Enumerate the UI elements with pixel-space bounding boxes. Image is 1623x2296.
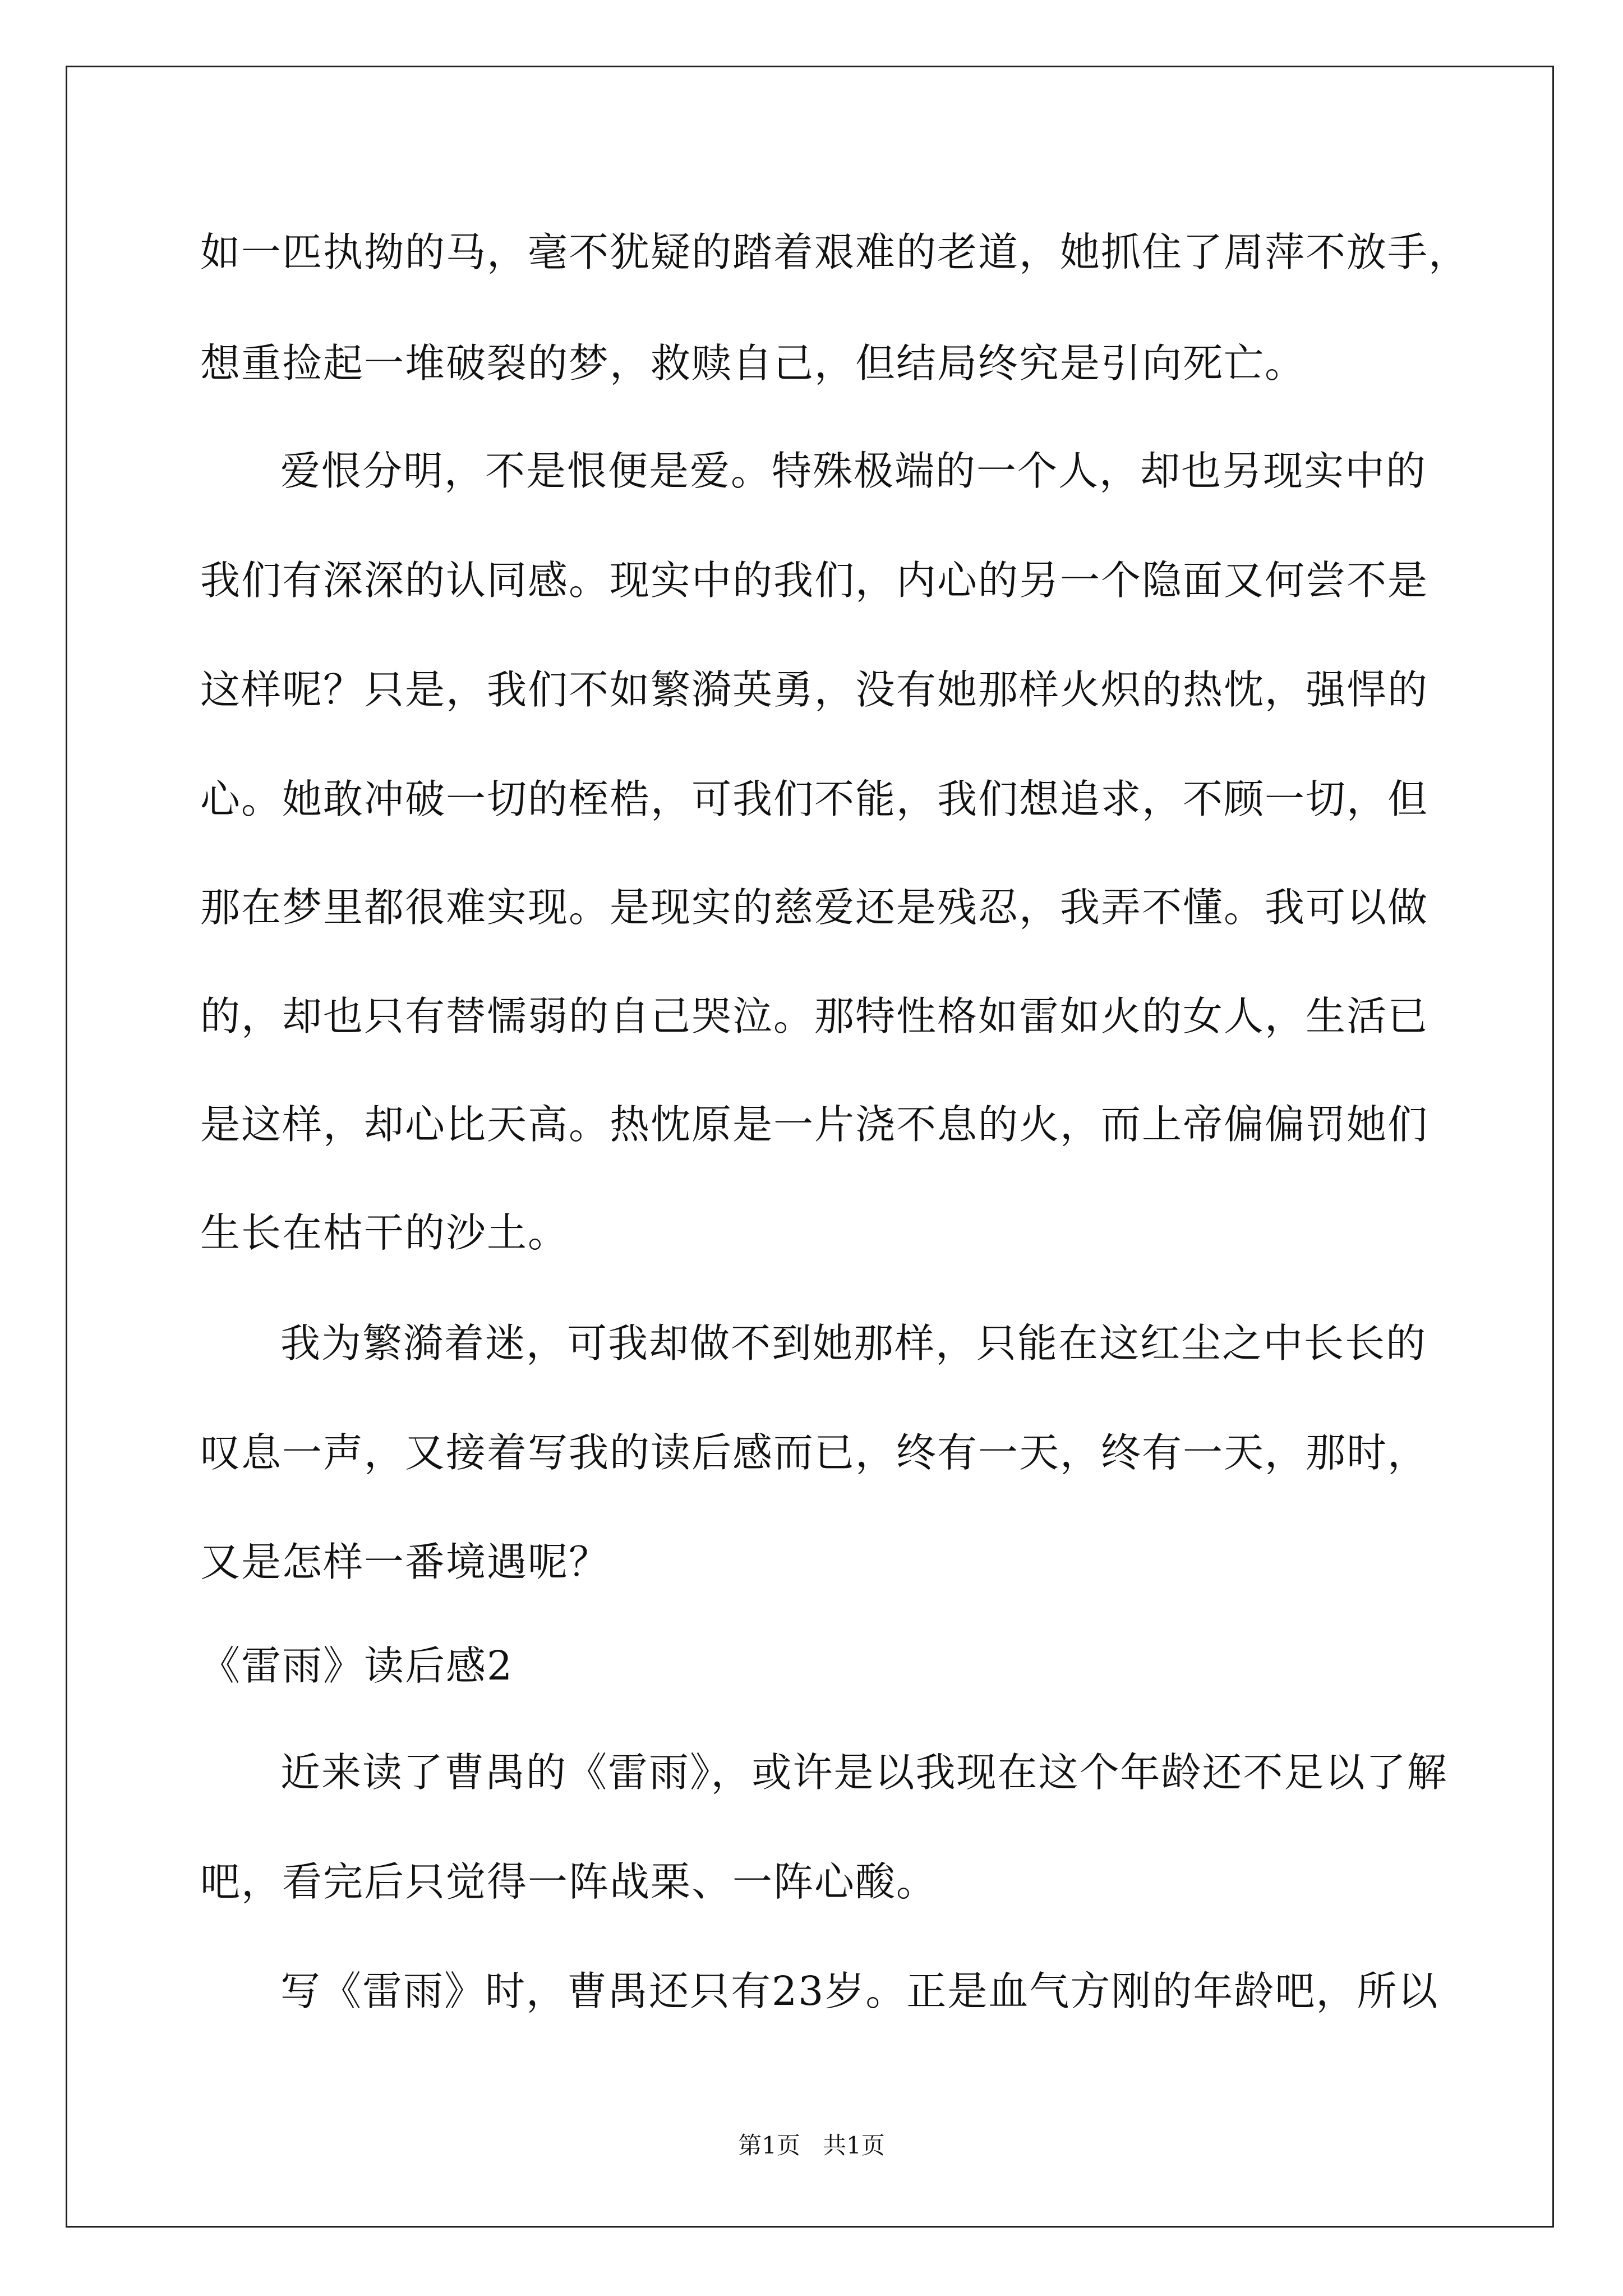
paragraph-2-line-3: 这样呢？只是，我们不如繁漪英勇，没有她那样火炽的热忱，强悍的 [200, 666, 1429, 713]
page-number-footer: 第1页 共1页 [738, 2132, 885, 2159]
paragraph-2-line-6: 的，却也只有替懦弱的自己哭泣。那特性格如雷如火的女人，生活已 [200, 993, 1429, 1039]
paragraph-3-line-3: 又是怎样一番境遇呢？ [200, 1539, 610, 1585]
paragraph-3-line-1: 我为繁漪着迷，可我却做不到她那样，只能在这红尘之中长长的 [280, 1320, 1427, 1366]
paragraph-1-line-1: 如一匹执拗的马，毫不犹疑的踏着艰难的老道，她抓住了周萍不放手， [200, 229, 1470, 275]
paragraph-5-line-1: 写《雷雨》时，曹禺还只有23岁。正是血气方刚的年龄吧，所以 [280, 1968, 1439, 2014]
paragraph-2-line-2: 我们有深深的认同感。现实中的我们，内心的另一个隐面又何尝不是 [200, 557, 1429, 604]
paragraph-2-line-7: 是这样，却心比天高。热忱原是一片浇不息的火，而上帝偏偏罚她们 [200, 1101, 1429, 1148]
paragraph-4-line-2: 吧，看完后只觉得一阵战栗、一阵心酸。 [200, 1858, 938, 1905]
section-heading: 《雷雨》读后感2 [200, 1642, 514, 1689]
paragraph-3-line-2: 叹息一声，又接着写我的读后感而已，终有一天，终有一天，那时， [200, 1429, 1429, 1476]
paragraph-2-line-4: 心。她敢冲破一切的桎梏，可我们不能，我们想追求，不顾一切，但 [200, 776, 1429, 822]
paragraph-4-line-1: 近来读了曹禺的《雷雨》，或许是以我现在这个年龄还不足以了解 [280, 1749, 1448, 1796]
paragraph-2-line-5: 那在梦里都很难实现。是现实的慈爱还是残忍，我弄不懂。我可以做 [200, 884, 1429, 931]
paragraph-1-line-2: 想重捡起一堆破裂的梦，救赎自己，但结局终究是引向死亡。 [200, 340, 1306, 386]
paragraph-2-line-8: 生长在枯干的沙土。 [200, 1209, 569, 1256]
paragraph-2-line-1: 爱恨分明，不是恨便是爱。特殊极端的一个人，却也另现实中的 [280, 448, 1427, 494]
